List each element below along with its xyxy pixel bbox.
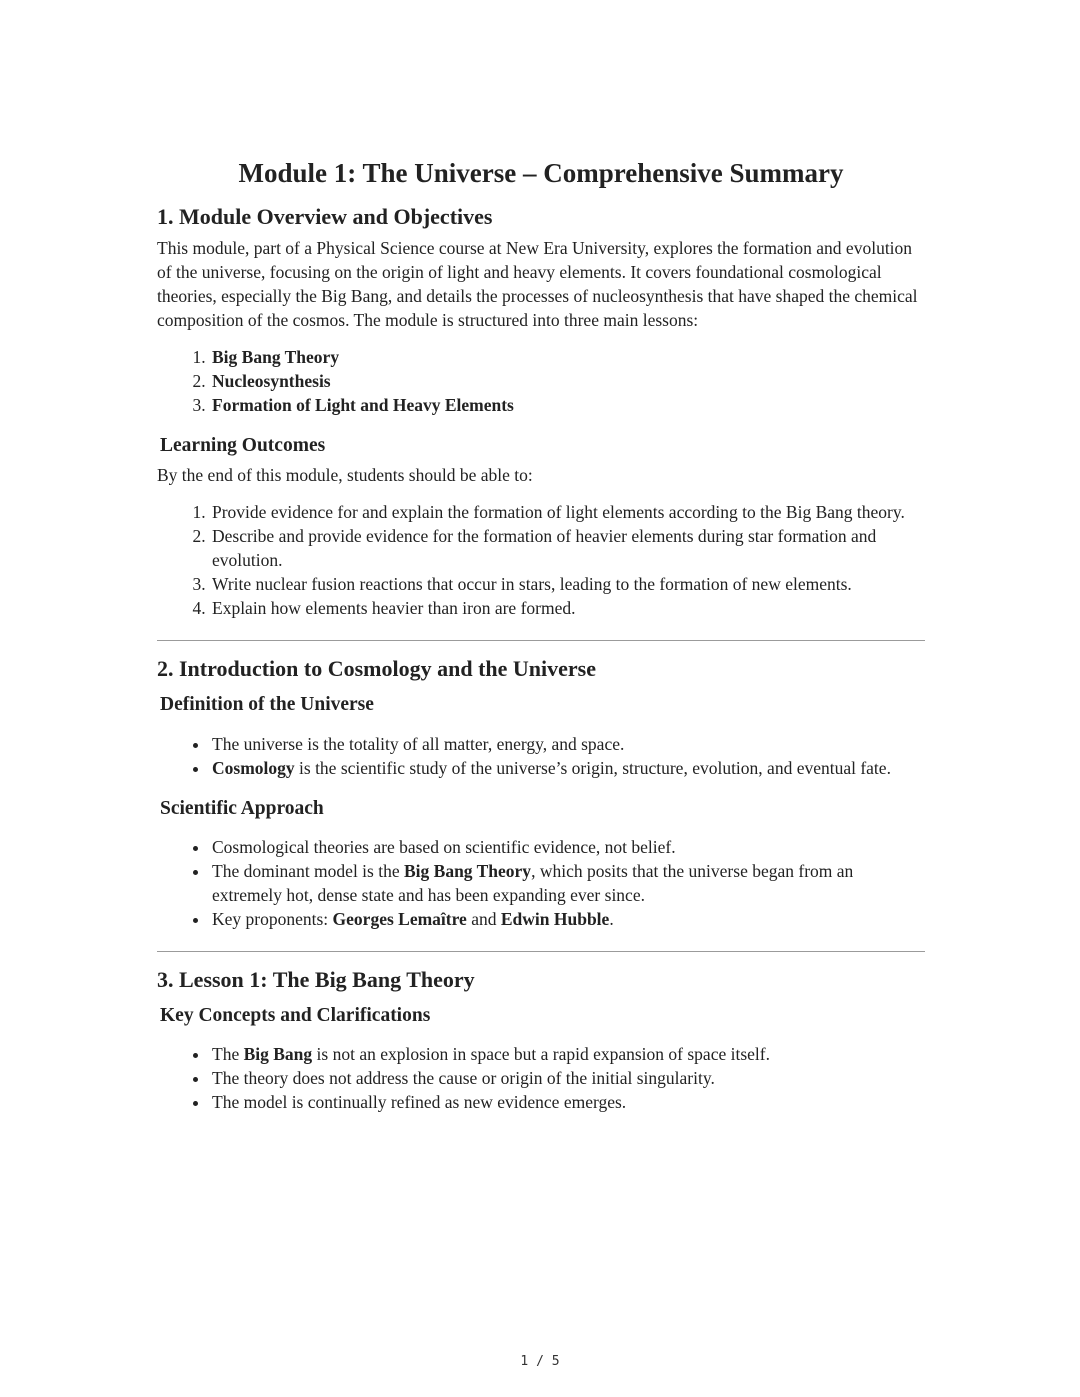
list-item: • Key proponents: Georges Lemaître and Edwin Hubble. <box>210 907 925 931</box>
page-footer <box>0 1354 1080 1369</box>
key-concepts-heading: Key Concepts and Clarifications <box>160 1005 431 1027</box>
section-divider <box>157 640 925 641</box>
list-item: • The Big Bang is not an explosion in space but a rapid expansion of space itself. <box>210 1042 925 1066</box>
learning-outcomes-heading: Learning Outcomes <box>160 435 326 457</box>
page-number-indicator: 1 / 5 <box>520 1354 560 1369</box>
lessons-list <box>157 345 925 417</box>
list-item: 3. Formation of Light and Heavy Elements <box>210 393 925 417</box>
section-1-intro-paragraph: This module, part of a Physical Science course at New Era University, explores the formation and evolution of the universe, focusing on the origin of light and heavy elements. It covers foundational cosmological theories, especially the Big Bang, and details the processes of nucleosynthesis that have shaped the chemical composition of the cosmos. The module is structured into three main lessons: <box>157 238 918 331</box>
section-1-heading: 1. Module Overview and Objectives <box>157 204 493 230</box>
list-item: • Cosmology is the scientific study of the universe’s origin, structure, evolution, and eventual fate. <box>210 756 925 780</box>
list-item: 3. Write nuclear fusion reactions that occur in stars, leading to the formation of new elements. <box>210 572 925 596</box>
document-title: Module 1: The Universe – Comprehensive Summary <box>238 158 844 188</box>
list-item: • The theory does not address the cause or origin of the initial singularity. <box>210 1066 925 1090</box>
definition-of-universe-list <box>157 732 925 780</box>
learning-outcomes-list <box>157 500 925 620</box>
section-module-overview <box>157 202 925 620</box>
list-item: 4. Explain how elements heavier than iron are formed. <box>210 596 925 620</box>
section-big-bang-lesson <box>157 965 925 1114</box>
section-divider <box>157 951 925 952</box>
list-item: 2. Describe and provide evidence for the formation of heavier elements during star formation and evolution. <box>210 524 925 572</box>
list-item: • Cosmological theories are based on scientific evidence, not belief. <box>210 835 925 859</box>
section-cosmology-introduction <box>157 654 925 931</box>
definition-of-universe-heading: Definition of the Universe <box>160 694 374 716</box>
section-2-heading: 2. Introduction to Cosmology and the Universe <box>157 656 597 682</box>
list-item: • The dominant model is the Big Bang Theory, which posits that the universe began from an extremely hot, dense state and has been expanding ever since. <box>210 859 925 907</box>
learning-outcomes-intro: By the end of this module, students should be able to: <box>157 465 533 486</box>
list-item: • The universe is the totality of all matter, energy, and space. <box>210 732 925 756</box>
scientific-approach-heading: Scientific Approach <box>160 797 324 819</box>
key-concepts-list <box>157 1042 925 1114</box>
section-3-heading: 3. Lesson 1: The Big Bang Theory <box>157 967 475 993</box>
list-item: • The model is continually refined as new evidence emerges. <box>210 1090 925 1114</box>
list-item: 1. Provide evidence for and explain the formation of light elements according to the Big Bang theory. <box>210 500 925 524</box>
list-item: 2. Nucleosynthesis <box>210 369 925 393</box>
list-item: 1. Big Bang Theory <box>210 345 925 369</box>
scientific-approach-list <box>157 835 925 931</box>
